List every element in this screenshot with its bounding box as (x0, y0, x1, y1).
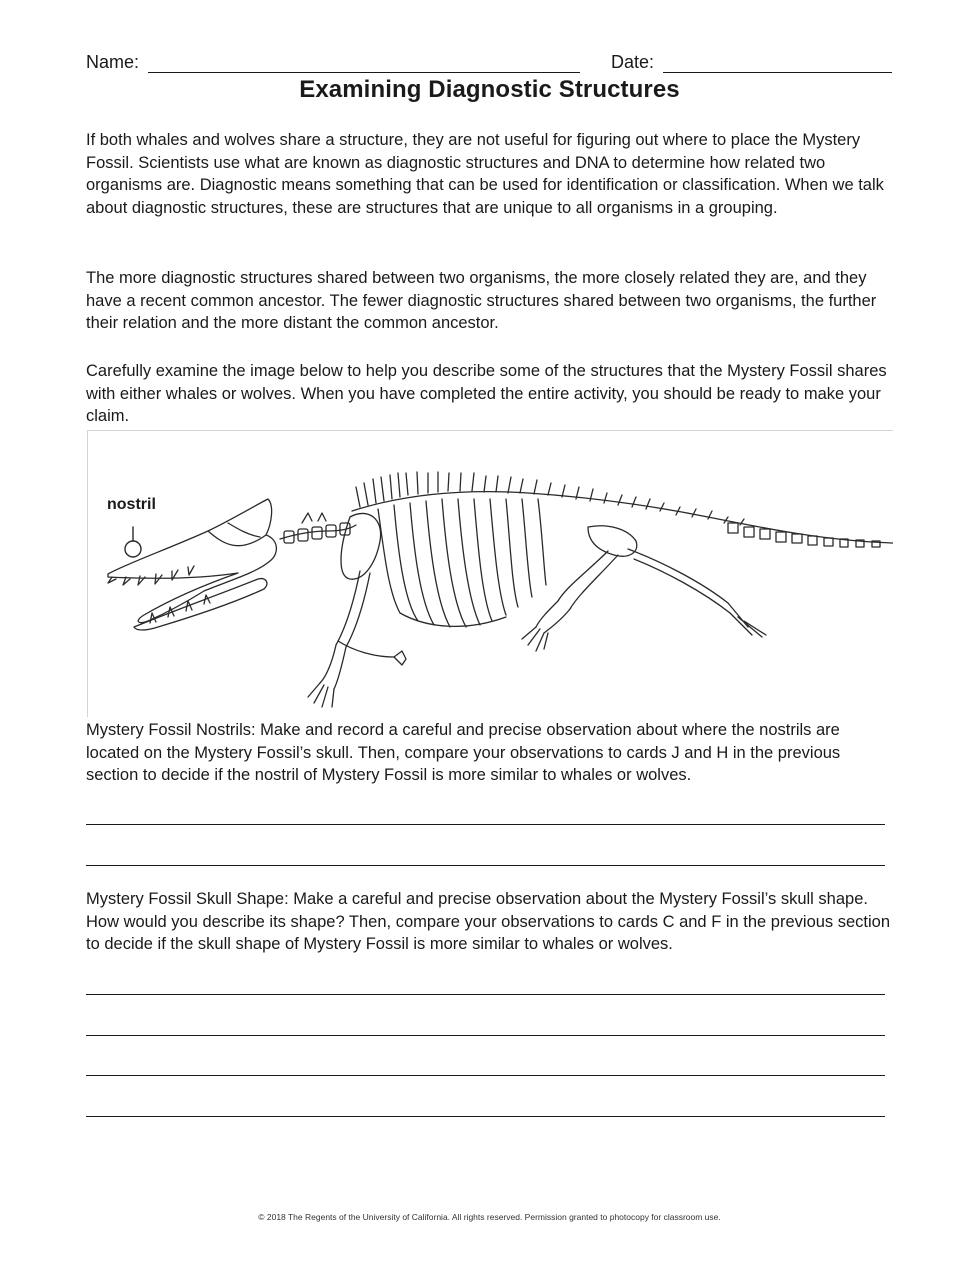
nostrils-answer-line[interactable] (86, 824, 885, 825)
date-label: Date: (611, 52, 655, 72)
nostril-marker (125, 541, 141, 557)
skull-answer-line[interactable] (86, 1075, 885, 1076)
fossil-figure (87, 430, 893, 717)
fossil-skeleton-illustration (88, 431, 893, 717)
copyright-footer: © 2018 The Regents of the University of California. All rights reserved. Permission granted to photocopy for classroom use. (258, 1212, 721, 1222)
neural-spines (356, 472, 744, 525)
instructions-paragraph: Carefully examine the image below to help you describe some of the structures that the Mystery Fossil shares with either whales or wolves. When you have completed the entire activity, you should be ready to make your claim. (86, 362, 887, 426)
name-label: Name: (86, 52, 140, 72)
skull-answer-line[interactable] (86, 1035, 885, 1036)
skull-shape-question: Mystery Fossil Skull Shape: Make a careful and precise observation about the Mystery Fossil’s skull shape. How would you describe its shape? Then, compare your observations to cards C and F in the previous section to decide if the skull shape of Mystery Fossil is more similar to whales or wolves. (86, 890, 891, 954)
name-date-row (86, 50, 892, 76)
name-field[interactable] (148, 72, 580, 73)
pelvis (588, 526, 637, 556)
intro-paragraph: If both whales and wolves share a structure, they are not useful for figuring out where to place the Mystery Fossil. Scientists use what are known as diagnostic structures and DNA to determine how related two organisms are. Diagnostic means something that can be used for identification or classification. When we talk about diagnostic structures, these are structures that are unique to all organisms in a grouping. (86, 131, 884, 217)
skull-answer-line[interactable] (86, 994, 885, 995)
lower-jaw (134, 579, 267, 630)
ribcage (378, 499, 546, 627)
page-title: Examining Diagnostic Structures (299, 76, 680, 103)
spine (352, 492, 893, 543)
upper-teeth (108, 566, 194, 585)
hindlimb (522, 549, 766, 651)
relationship-paragraph: The more diagnostic structures shared between two organisms, the more closely related they are, and they have a recent common ancestor. The fewer diagnostic structures shared between two organisms, the further their relation and the more distant the common ancestor. (86, 269, 877, 333)
nostrils-answer-line[interactable] (86, 865, 885, 866)
nostril-label: nostril (107, 496, 156, 513)
skull-answer-line[interactable] (86, 1116, 885, 1117)
date-field[interactable] (663, 72, 892, 73)
nostrils-question: Mystery Fossil Nostrils: Make and record a careful and precise observation about where the nostrils are located on the Mystery Fossil’s skull. Then, compare your observations to cards J and H in the previous section to decide if the nostril of Mystery Fossil is more similar to whales or wolves. (86, 721, 841, 785)
